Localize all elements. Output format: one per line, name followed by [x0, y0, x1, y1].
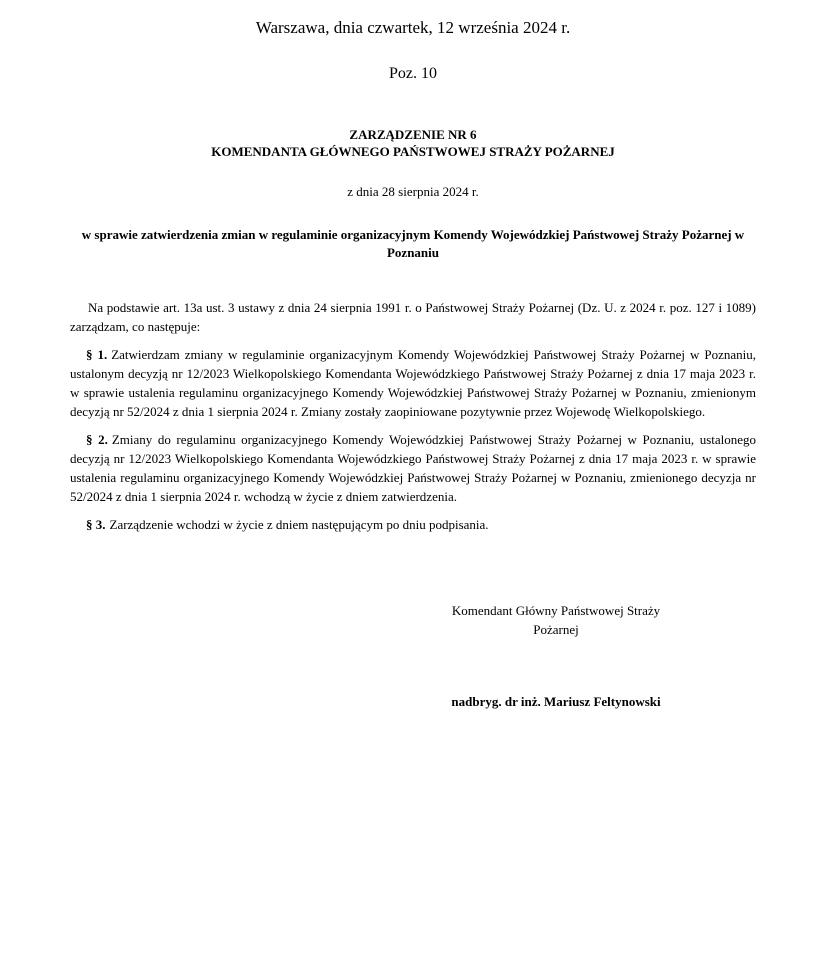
paragraph-1-text: Zatwierdzam zmiany w regulaminie organizacyjnym Komendy Wojewódzkiej Państwowej Straży Pożarnej w Poznaniu, ustalonym decyzją nr 12/2023 Wielkopolskiego Komendanta Wojewódzkiego Państwowej Straży Pożarnej z dnia 17 maja 2023 r. w sprawie ustalenia regulaminu organizacyjnego Komendy Wojewódzkiej Państwowej Straży Pożarnej w Poznaniu, zmienionym decyzją nr 52/2024 z dnia 1 sierpnia 2024 r. Zmiany zostały zaopiniowane pozytywnie przez Wojewodę Wielkopolskiego. [70, 347, 756, 419]
paragraph-2-label: § 2. [86, 432, 108, 447]
ordinance-title-block [70, 126, 756, 160]
paragraph-2-text: Zmiany do regulaminu organizacyjnego Komendy Wojewódzkiej Państwowej Straży Pożarnej w Poznaniu, ustalonego decyzją nr 12/2023 Wielkopolskiego Komendanta Wojewódzkiego Państwowej Straży Pożarnej z dnia 17 maja 2023 r. w sprawie ustalenia regulaminu organizacyjnego Komendy Wojewódzkiej Państwowej Straży Pożarnej w Poznaniu, zmienionego decyzja nr 52/2024 z dnia 1 sierpnia 2024 r. wchodzą w życie z dniem zatwierdzenia. [70, 432, 757, 504]
signatory-role: Komendant Główny Państwowej Straży Pożarnej [451, 603, 661, 637]
ordinance-authority: KOMENDANTA GŁÓWNEGO PAŃSTWOWEJ STRAŻY POŻARNEJ [211, 144, 615, 159]
paragraph-1-label: § 1. [86, 347, 108, 362]
position-number: Poz. 10 [389, 65, 437, 82]
ordinance-date: z dnia 28 sierpnia 2024 r. [347, 184, 479, 199]
paragraph-3-label: § 3. [86, 517, 106, 532]
paragraph-1 [70, 345, 756, 421]
paragraph-3-text: Zarządzenie wchodzi w życie z dniem następującym po dniu podpisania. [109, 517, 489, 532]
ordinance-title: ZARZĄDZENIE NR 6 [349, 127, 477, 142]
legal-basis-paragraph: Na podstawie art. 13a ust. 3 ustawy z dnia 24 sierpnia 1991 r. o Państwowej Straży Pożarnej (Dz. U. z 2024 r. poz. 127 i 1089) zarządzam, co następuje: [70, 300, 756, 334]
paragraph-3 [70, 515, 756, 534]
signatory-name: nadbryg. dr inż. Mariusz Feltynowski [451, 694, 661, 709]
signature-block [430, 601, 682, 711]
ordinance-subject: w sprawie zatwierdzenia zmian w regulaminie organizacyjnym Komendy Wojewódzkiej Państwowej Straży Pożarnej w Poznaniu [81, 227, 745, 260]
paragraph-2 [70, 430, 756, 506]
place-date-line: Warszawa, dnia czwartek, 12 września 2024 r. [255, 18, 571, 37]
document-body [70, 298, 756, 534]
